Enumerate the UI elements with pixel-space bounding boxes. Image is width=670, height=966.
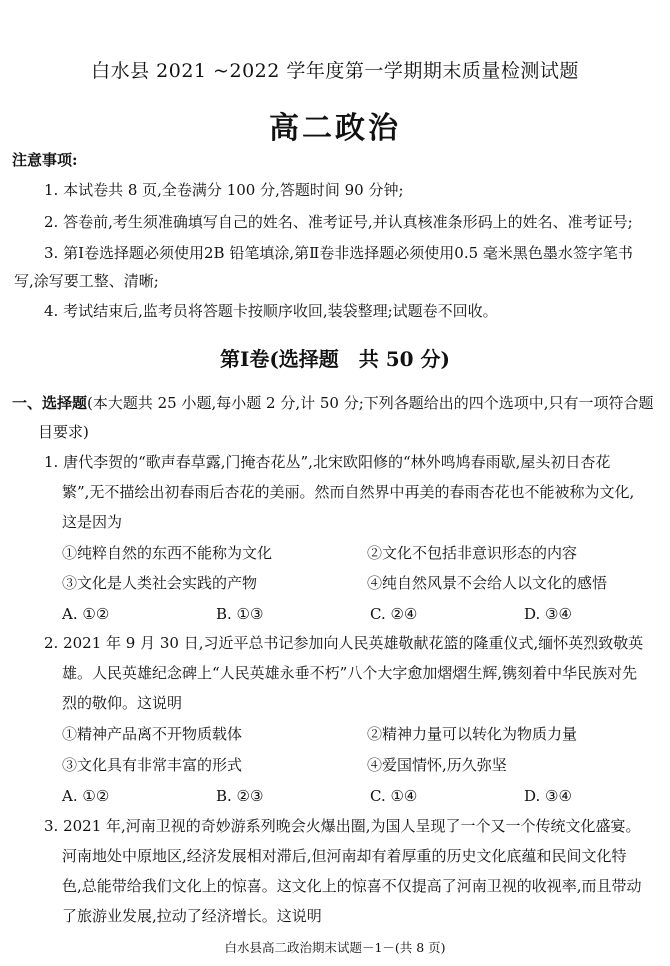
question-stem: 雄。人民英雄纪念碑上“人民英雄永垂不朽”八个大字愈加熠熠生辉,镌刻着中华民族对先 <box>62 664 638 682</box>
notice-item: 3. 第Ⅰ卷选择题必须使用2B 铅笔填涂,第Ⅱ卷非选择题必须使用0.5 毫米黑色墨水签字笔书 <box>44 244 633 262</box>
question-stem: 繁”,无不描绘出初春雨后杏花的美丽。然而自然界中再美的春雨杏花也不能被称为文化, <box>62 483 635 501</box>
page-footer: 白水县高二政治期末试题－1－(共 8 页) <box>224 940 446 955</box>
notice-heading: 注意事项: <box>12 151 78 169</box>
option: D. ③④ <box>524 787 572 805</box>
option: C. ②④ <box>370 605 418 623</box>
statement: ②精神力量可以转化为物质力量 <box>367 725 578 743</box>
question-stem: 了旅游业发展,拉动了经济增长。这说明 <box>62 907 322 925</box>
question-stem: 河南地处中原地区,经济发展相对滞后,但河南却有着厚重的历史文化底蕴和民间文化特 <box>62 847 627 865</box>
question-stem: 1. 唐代李贺的“歌声春草露,门掩杏花丛”,北宋欧阳修的“林外鸣鸠春雨歇,屋头初日杏花 <box>44 453 611 471</box>
section-label: 一、选择题 <box>12 394 88 412</box>
statement: ③文化是人类社会实践的产物 <box>62 574 258 592</box>
section-intro-text: (本大题共 25 小题,每小题 2 分,计 50 分;下列各题给出的四个选项中,只有一项符合题 <box>87 394 654 412</box>
statement: ②文化不包括非意识形态的内容 <box>367 544 578 562</box>
statement: ④纯自然风景不会给人以文化的感悟 <box>367 574 608 592</box>
question-stem: 色,总能带给我们文化上的惊喜。这文化上的惊喜不仅提高了河南卫视的收视率,而且带动 <box>62 877 642 895</box>
option: B. ②③ <box>216 787 264 805</box>
option: C. ①④ <box>370 787 418 805</box>
statement: ④爱国情怀,历久弥坚 <box>367 756 507 774</box>
statement: ①精神产品离不开物质载体 <box>62 725 243 743</box>
question-stem: 这是因为 <box>62 513 123 531</box>
option: A. ①② <box>62 605 110 623</box>
question-stem: 烈的敬仰。这说明 <box>62 694 183 712</box>
part-title: 第Ⅰ卷(选择题 共 50 分) <box>219 347 451 371</box>
statement: ③文化具有非常丰富的形式 <box>62 756 243 774</box>
statement: ①纯粹自然的东西不能称为文化 <box>62 544 273 562</box>
question-stem: 2. 2021 年 9 月 30 日,习近平总书记参加向人民英雄敬献花篮的隆重仪式,缅怀英烈致敬英 <box>44 634 644 652</box>
section-intro <box>12 393 654 413</box>
notice-item: 4. 考试结束后,监考员将答题卡按顺序收回,装袋整理;试题卷不回收。 <box>44 302 498 320</box>
notice-item: 2. 答卷前,考生须准确填写自己的姓名、准考证号,并认真核准条形码上的姓名、准考证号; <box>44 213 633 231</box>
subject-title: 高二政治 <box>269 111 401 146</box>
notice-item: 1. 本试卷共 8 页,全卷满分 100 分,答题时间 90 分钟; <box>44 181 404 199</box>
notice-item: 写,涂写要工整、清晰; <box>14 272 159 290</box>
exam-title: 白水县 2021 ~2022 学年度第一学期期末质量检测试题 <box>91 60 579 82</box>
option: A. ①② <box>62 787 110 805</box>
option: B. ①③ <box>216 605 264 623</box>
section-intro-line: 目要求) <box>38 423 89 441</box>
option: D. ③④ <box>524 605 572 623</box>
question-stem: 3. 2021 年,河南卫视的奇妙游系列晚会火爆出圈,为国人呈现了一个又一个传统文化盛宴。 <box>44 817 641 835</box>
